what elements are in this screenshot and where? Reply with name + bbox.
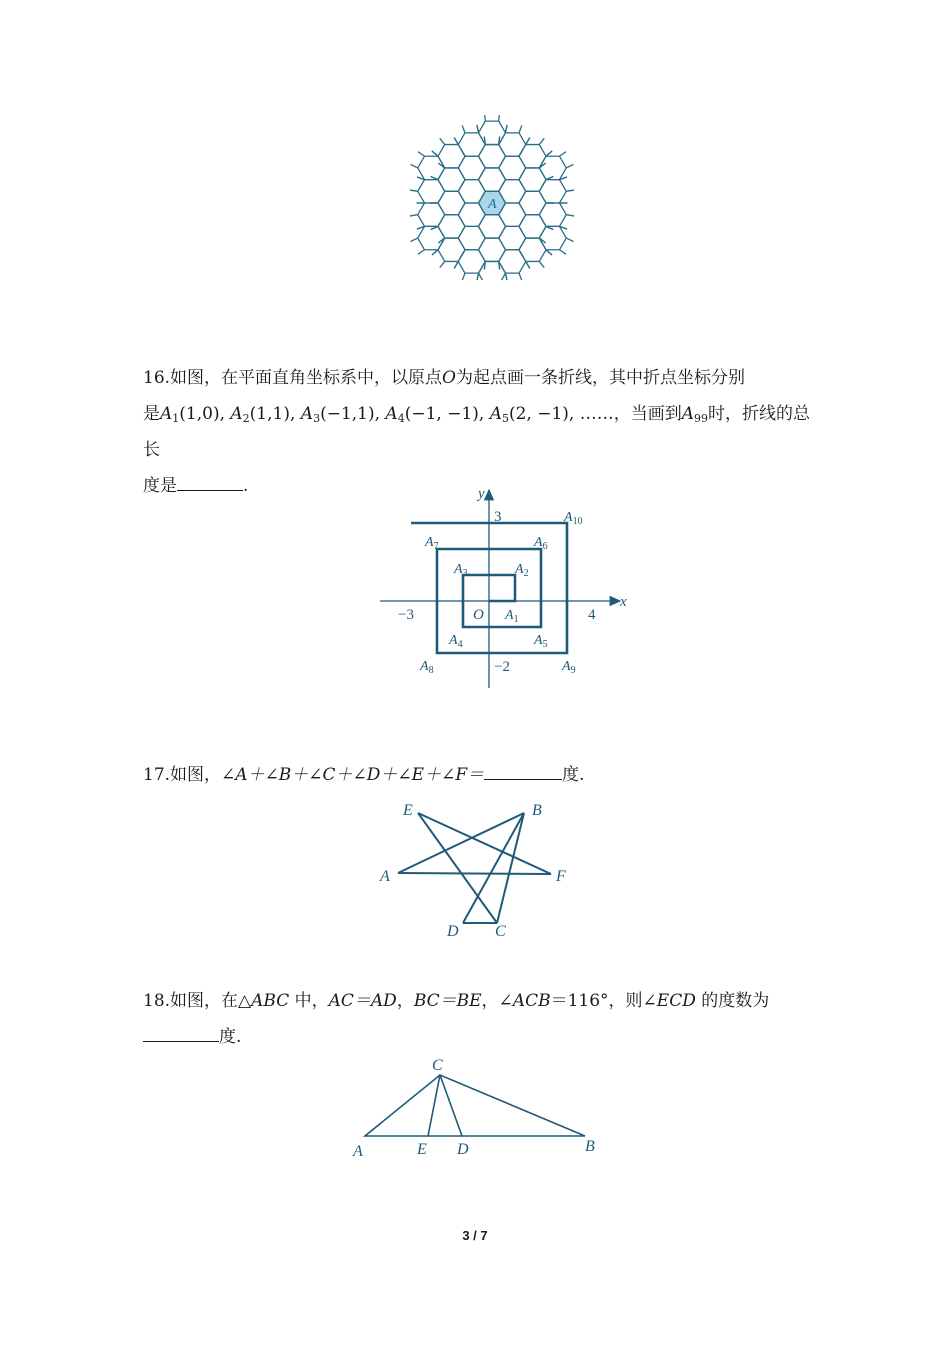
q18-text-e: 的度数为 — [695, 991, 770, 1011]
hex-label-a: A — [488, 197, 497, 212]
hex-spoke — [506, 125, 508, 133]
q16-point-1-coord: (1,0), — [179, 404, 231, 424]
hex-cell — [418, 180, 445, 203]
q16-point-2-coord: (1,1), — [249, 404, 301, 424]
tick-4: 4 — [588, 607, 596, 623]
vertex-label-a3: $A_3$ — [454, 562, 468, 579]
hex-spoke — [546, 151, 552, 156]
q17-expression: ∠A＋∠B＋∠C＋∠D＋∠E＋∠F＝ — [221, 765, 485, 785]
hex-spoke — [484, 137, 485, 145]
hex-spoke — [477, 125, 479, 133]
point-label-f: F — [556, 868, 566, 885]
q16-origin-o: O — [442, 368, 456, 388]
vertex-label-a2: $A_2$ — [515, 562, 529, 579]
hex-spoke — [432, 151, 438, 156]
q18-cond1: AC＝AD — [328, 991, 397, 1011]
hex-spoke — [440, 138, 445, 144]
vertex-label-a6: $A_6$ — [534, 535, 548, 552]
hex-spoke — [519, 149, 523, 156]
q16-point-1-name: A — [160, 404, 173, 424]
vertex-label-a1: $A_1$ — [505, 608, 519, 625]
q16-text-3: 度是 — [143, 476, 177, 496]
hex-spoke — [560, 152, 567, 157]
question-17 — [143, 757, 813, 793]
hex-spoke — [539, 261, 544, 267]
figure-17-star — [370, 795, 580, 945]
q16-line1 — [143, 360, 813, 396]
hex-spoke — [410, 190, 418, 191]
hex-spoke — [566, 238, 573, 241]
segment-a-f — [398, 873, 551, 874]
q16-number: 16. — [143, 368, 171, 388]
q16-point-3-coord: (−1,1), — [320, 404, 386, 424]
q18-line1 — [143, 983, 813, 1019]
x-axis-label: x — [620, 594, 627, 610]
segment-a-b — [398, 813, 524, 873]
q16-text-3-end: . — [243, 476, 249, 496]
segment-b-c — [497, 813, 524, 923]
hex-spoke — [526, 261, 530, 268]
point-label-d: D — [447, 923, 459, 940]
hex-spoke — [411, 165, 418, 168]
page-number: 3 / 7 — [462, 1228, 488, 1243]
q17-number: 17. — [143, 765, 171, 785]
hex-spoke — [539, 138, 544, 144]
q18-abc: ABC — [251, 991, 290, 1011]
point-label-e: E — [403, 802, 413, 819]
tick-3: 3 — [494, 509, 502, 525]
hex-spoke — [418, 250, 425, 255]
hex-cell — [539, 180, 566, 203]
q16-line2 — [143, 396, 813, 468]
question-18 — [143, 983, 813, 1055]
q16-text-1a: 如图，在平面直角坐标系中，以原点 — [170, 368, 443, 388]
q16-text-2-end: 时，折线的总长 — [143, 404, 811, 460]
hexagon-grid-figure — [405, 115, 580, 280]
q16-point-4-sub: 4 — [397, 412, 405, 425]
hex-cell — [539, 203, 566, 226]
q16-points — [160, 404, 580, 424]
q16-point-3-sub: 3 — [313, 412, 321, 425]
point-label-e: E — [417, 1141, 427, 1158]
point-label-a: A — [380, 868, 390, 885]
hex-spoke — [499, 115, 500, 121]
hex-spoke — [485, 115, 486, 121]
q16-text-2-mid: ……，当画到 — [579, 404, 682, 424]
segment-e-f — [418, 813, 551, 874]
q16-point-4-name: A — [385, 404, 398, 424]
q18-text-d: ＝116°，则∠ — [550, 991, 657, 1011]
hex-spoke — [499, 261, 500, 269]
hex-spoke — [462, 273, 465, 280]
q17-text-end: 度. — [562, 765, 585, 785]
q16-text-2-prefix: 是 — [143, 404, 160, 424]
vertex-label-a4: $A_4$ — [449, 633, 463, 650]
tick-neg2: −2 — [494, 659, 510, 675]
hex-spoke — [411, 238, 418, 241]
hex-spoke — [526, 138, 530, 145]
y-axis-label: y — [478, 486, 485, 502]
figure-16-coordinate-plane — [370, 478, 640, 693]
q18-cond2: BC＝BE — [413, 991, 482, 1011]
hex-spoke — [440, 261, 445, 267]
hex-spoke — [566, 215, 574, 216]
hex-spoke — [566, 190, 574, 191]
vertex-labels — [419, 510, 583, 676]
q16-point-5-sub: 5 — [501, 412, 509, 425]
hex-spoke — [519, 273, 522, 280]
hex-spoke — [477, 273, 479, 280]
q17-text-a: 如图， — [170, 765, 222, 785]
vertex-label-a10: $A_{10}$ — [564, 510, 583, 527]
q16-point-2-sub: 2 — [242, 412, 250, 425]
point-label-b: B — [532, 802, 542, 819]
origin-label: O — [473, 607, 484, 623]
hex-spoke — [462, 125, 465, 132]
vertex-label-a8: $A_8$ — [420, 659, 434, 676]
hex-spoke — [560, 250, 567, 255]
hex-spoke — [499, 137, 500, 145]
vertex-label-a9: $A_9$ — [562, 659, 576, 676]
q18-sep: ， — [396, 991, 414, 1011]
hex-spoke — [484, 261, 485, 269]
q18-acb: ACB — [512, 991, 551, 1011]
hex-cell — [479, 261, 506, 280]
vertex-label-a5: $A_5$ — [534, 633, 548, 650]
q16-text-1b: 为起点画一条折线，其中折点坐标分别 — [455, 368, 745, 388]
q17-answer-blank[interactable] — [484, 763, 562, 780]
point-label-b: B — [585, 1138, 595, 1155]
point-label-c: C — [432, 1057, 443, 1074]
q16-point-4-coord: (−1, −1), — [404, 404, 490, 424]
q16-point-2-name: A — [230, 404, 243, 424]
hex-spoke — [546, 250, 552, 255]
vertex-label-a7: $A_7$ — [425, 535, 439, 552]
tick-neg3: −3 — [398, 607, 414, 623]
hex-spoke — [461, 250, 465, 257]
hex-spoke — [454, 261, 458, 268]
q18-ecd: ECD — [656, 991, 696, 1011]
point-label-d: D — [457, 1141, 469, 1158]
triangle-abc — [365, 1075, 585, 1136]
hex-spoke — [454, 138, 458, 145]
hex-spoke — [519, 125, 522, 132]
hex-spoke — [418, 152, 425, 157]
q16-point-5-coord: (2, −1), — [508, 404, 580, 424]
q18-text-b: 中， — [289, 991, 329, 1011]
hex-cell — [418, 203, 445, 226]
q16-a99-name: A — [681, 404, 695, 424]
segment-e-c — [418, 813, 497, 923]
hex-spoke — [461, 149, 465, 156]
segment-d-b — [463, 813, 524, 923]
q16-point-3-name: A — [300, 404, 314, 424]
q16-answer-blank[interactable] — [177, 474, 243, 491]
hex-spoke — [519, 250, 523, 257]
q18-text-c: ，∠ — [481, 991, 513, 1011]
q16-a99-sub: 99 — [694, 412, 709, 425]
q18-text-a: 如图，在△ — [170, 991, 252, 1011]
hex-spoke — [410, 215, 418, 216]
point-label-a: A — [353, 1143, 363, 1160]
q18-answer-blank[interactable] — [143, 1025, 219, 1042]
q16-point-5-name: A — [489, 404, 502, 424]
segment-c-d — [440, 1075, 462, 1136]
figure-18-triangle — [345, 1050, 615, 1165]
q18-number: 18. — [143, 991, 171, 1011]
q16-point-1-sub: 1 — [172, 412, 180, 425]
hex-spoke — [506, 273, 508, 280]
hex-spoke — [432, 250, 438, 255]
hex-spoke — [566, 165, 573, 168]
point-label-c: C — [495, 923, 506, 940]
q18-text-line2-end: 度. — [219, 1027, 242, 1047]
